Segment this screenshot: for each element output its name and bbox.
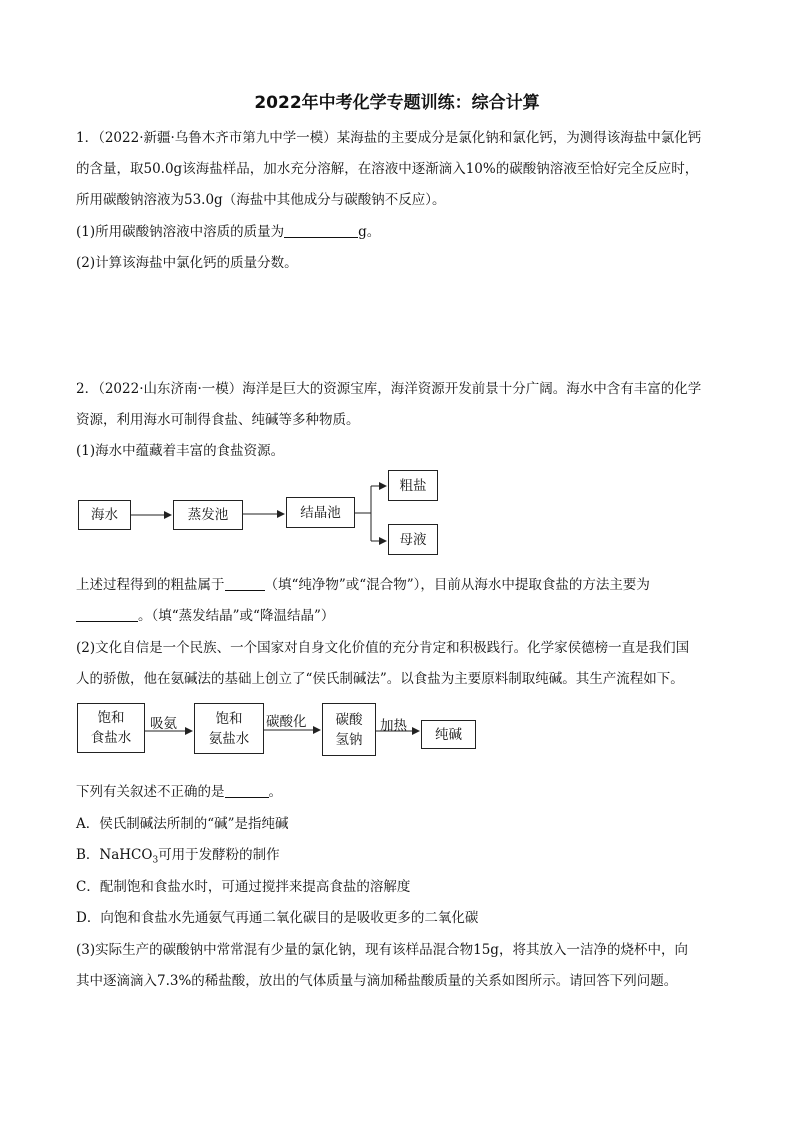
box-soda-ash: 纯碱: [421, 720, 476, 749]
q2-sub2-line1: (2)文化自信是一个民族、一个国家对自身文化价值的充分肯定和积极践行。化学家侯德榜一直是我们国: [76, 640, 690, 656]
box-seawater: 海水: [78, 500, 131, 530]
page-title: 2022年中考化学专题训练：综合计算: [254, 93, 540, 113]
option-b-suffix: 可用于发酵粉的制作: [158, 847, 280, 863]
q1-sub2: (2)计算该海盐中氯化钙的质量分数。: [76, 255, 298, 271]
option-b-prefix: B．NaHCO: [76, 847, 153, 863]
q2-question-prefix: 下列有关叙述不正确的是: [76, 784, 225, 800]
q1-text-line3: 所用碳酸钠溶液为53.0g（海盐中其他成分与碳酸钠不反应）。: [76, 192, 446, 208]
option-a[interactable]: A．侯氏制碱法所制的“碱”是指纯碱: [76, 816, 289, 832]
option-b[interactable]: [76, 843, 280, 866]
q2-fill1-prefix: 上述过程得到的粗盐属于: [76, 577, 225, 593]
box-saturated-brine-line1: 饱和: [97, 710, 125, 726]
q2-sub3-line2: 其中逐滴滴入7.3%的稀盐酸，放出的气体质量与滴加稀盐酸质量的关系如图所示。请回答下列问题。: [76, 973, 678, 989]
box-ammoniated-brine: [194, 703, 264, 754]
option-b-subscript: 3: [152, 855, 159, 866]
box-sodium-bicarbonate: [322, 703, 376, 756]
q2-fill1-suffix: （填“纯净物”或“混合物”），目前从海水中提取食盐的方法主要为: [264, 577, 650, 593]
q2-sub1: (1)海水中蕴藏着丰富的食盐资源。: [76, 443, 285, 459]
q2-blank-choice[interactable]: [225, 783, 269, 798]
label-heating: 加热: [380, 718, 407, 734]
q2-question-suffix: 。: [268, 784, 282, 800]
label-carbonation: 碳酸化: [266, 714, 307, 730]
box-crystallization-pond: 结晶池: [286, 497, 355, 528]
label-absorb-ammonia: 吸氨: [150, 716, 177, 732]
q2-sub3-line1: (3)实际生产的碳酸钠中常常混有少量的氯化钠，现有该样品混合物15g，将其放入一洁净的烧杯中，向: [76, 942, 688, 958]
q1-text-line2: 的含量，取50.0g该海盐样品，加水充分溶解，在溶液中逐渐滴入10%的碳酸钠溶液至恰好完全反应时，: [76, 161, 699, 177]
box-saturated-brine: [77, 703, 145, 753]
q2-fill2-suffix: 。（填“蒸发结晶”或“降温结晶”）: [138, 608, 335, 624]
q2-question: [76, 780, 282, 800]
q2-text-line2: 资源，利用海水可制得食盐、纯碱等多种物质。: [76, 412, 360, 428]
option-d[interactable]: D．向饱和食盐水先通氨气再通二氧化碳目的是吸收更多的二氧化碳: [76, 910, 479, 926]
box-saturated-brine-line2: 食盐水: [90, 730, 132, 746]
box-crude-salt: 粗盐: [388, 470, 438, 501]
box-ammoniated-brine-line2: 氨盐水: [208, 730, 250, 747]
option-c[interactable]: C．配制饱和食盐水时，可通过搅拌来提高食盐的溶解度: [76, 879, 411, 895]
q1-text-line1: 1．（2022·新疆·乌鲁木齐市第九中学一模）某海盐的主要成分是氯化钠和氯化钙，为测得该海盐中氯化钙: [76, 130, 702, 146]
q1-sub1-prefix: (1)所用碳酸钠溶液中溶质的质量为: [76, 224, 285, 240]
box-ammoniated-brine-line1: 饱和: [215, 710, 243, 727]
box-evaporation-pond: 蒸发池: [173, 500, 243, 530]
box-sodium-bicarbonate-line1: 碳酸: [335, 711, 363, 728]
box-mother-liquor: 母液: [388, 524, 438, 555]
q1-sub1-suffix: g。: [358, 224, 381, 240]
q2-text-line1: 2．（2022·山东济南·一模）海洋是巨大的资源宝库，海洋资源开发前景十分广阔。海水中含有丰富的化学: [76, 381, 702, 397]
box-sodium-bicarbonate-line2: 氢钠: [335, 731, 363, 748]
q2-sub2-line2: 人的骄傲，他在氨碱法的基础上创立了“侯氏制碱法”。以食盐为主要原料制取纯碱。其生产流程如下。: [76, 671, 684, 687]
